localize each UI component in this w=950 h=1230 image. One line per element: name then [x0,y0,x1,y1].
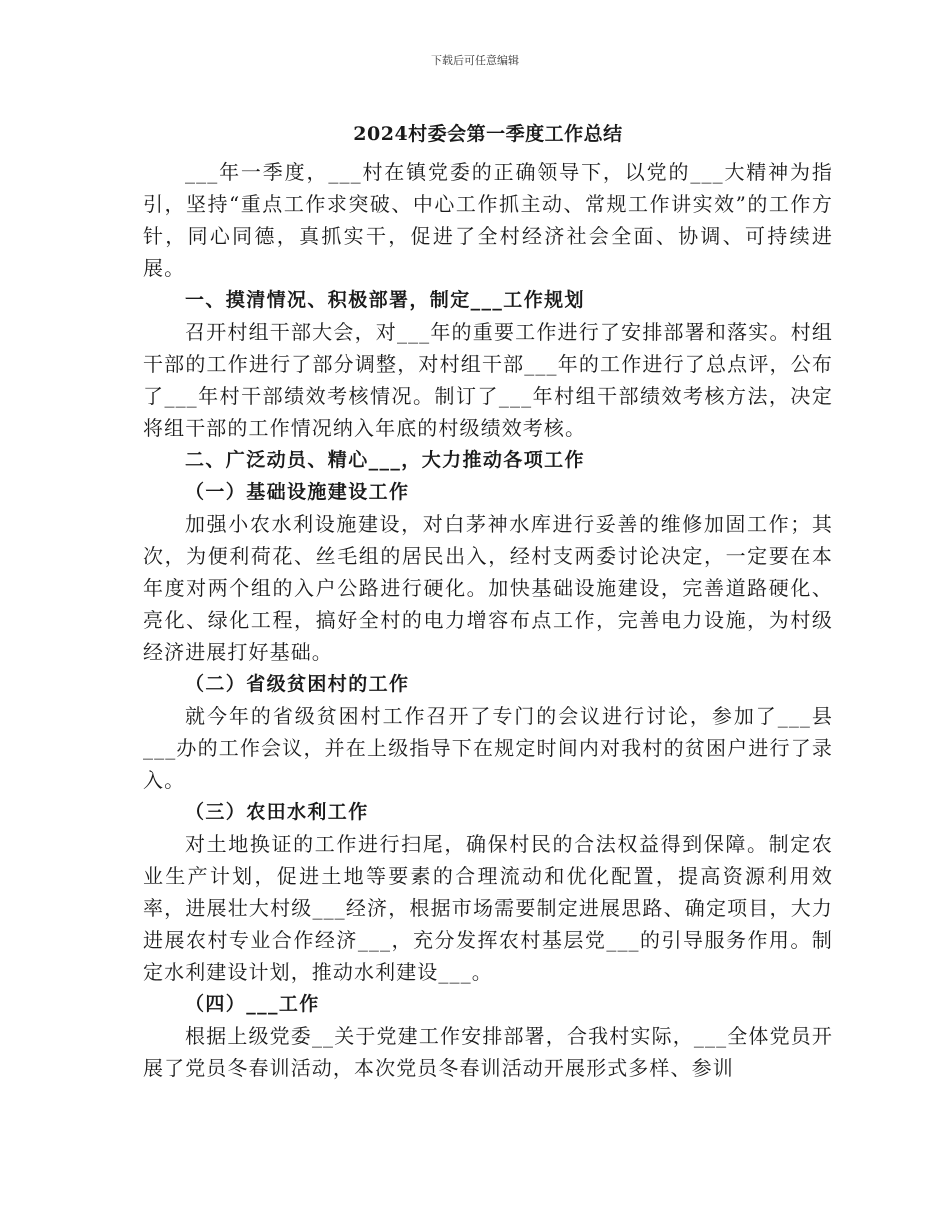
poverty-village-paragraph: 就今年的省级贫困村工作召开了专门的会议进行讨论，参加了___县___办的工作会议，并在上级指导下在规定时间内对我村的贫困户进行了录入。 [143,704,833,792]
party-building-paragraph: 根据上级党委__关于党建工作安排部署，合我村实际，___全体党员开展了党员冬春训活动，本次党员冬春训活动开展形式多样、参训 [143,1024,833,1080]
intro-paragraph: ___年一季度，___村在镇党委的正确领导下，以党的___大精神为指引，坚持“重点工作求突破、中心工作抓主动、常规工作讲实效”的工作方针，同心同德，真抓实干，促进了全村经济社会全面、协调、可持续进展。 [143,160,833,280]
infrastructure-paragraph: 加强小农水利设施建设，对白茅神水库进行妥善的维修加固工作；其次，为便利荷花、丝毛组的居民出入，经村支两委讨论决定，一定要在本年度对两个组的入户公路进行硬化。加快基础设施建设，完善道路硬化、亮化、绿化工程，搞好全村的电力增容布点工作，完善电力设施，为村级经济进展打好基础。 [143,512,833,664]
section-heading-2: 二、广泛动员、精心___，大力推动各项工作 [185,449,585,471]
subsection-heading-poverty-village: （二）省级贫困村的工作 [185,673,410,695]
section-heading-1: 一、摸清情况、积极部署，制定___工作规划 [185,289,585,311]
section-1-paragraph: 召开村组干部大会，对___年的重要工作进行了安排部署和落实。村组干部的工作进行了部分调整，对村组干部___年的工作进行了总点评，公布了___年村干部绩效考核情况。制订了___年村组干部绩效考核方法，决定将组干部的工作情况纳入年底的村级绩效考核。 [143,320,833,440]
document-body [143,124,833,1084]
water-conservancy-paragraph: 对土地换证的工作进行扫尾，确保村民的合法权益得到保障。制定农业生产计划，促进土地等要素的合理流动和优化配置，提高资源利用效率，进展壮大村级___经济，根据市场需要制定进展思路、确定项目，大力进展农村专业合作经济___，充分发挥农村基层党___的引导服务作用。制定水利建设计划，推动水利建设___。 [143,832,833,984]
page-header-note: 下载后可任意编辑 [431,54,519,67]
document-title: 2024村委会第一季度工作总结 [353,123,623,145]
subsection-heading-water-conservancy: （三）农田水利工作 [185,801,369,823]
subsection-heading-4: （四）___工作 [185,993,320,1015]
subsection-heading-infrastructure: （一）基础设施建设工作 [185,481,410,503]
